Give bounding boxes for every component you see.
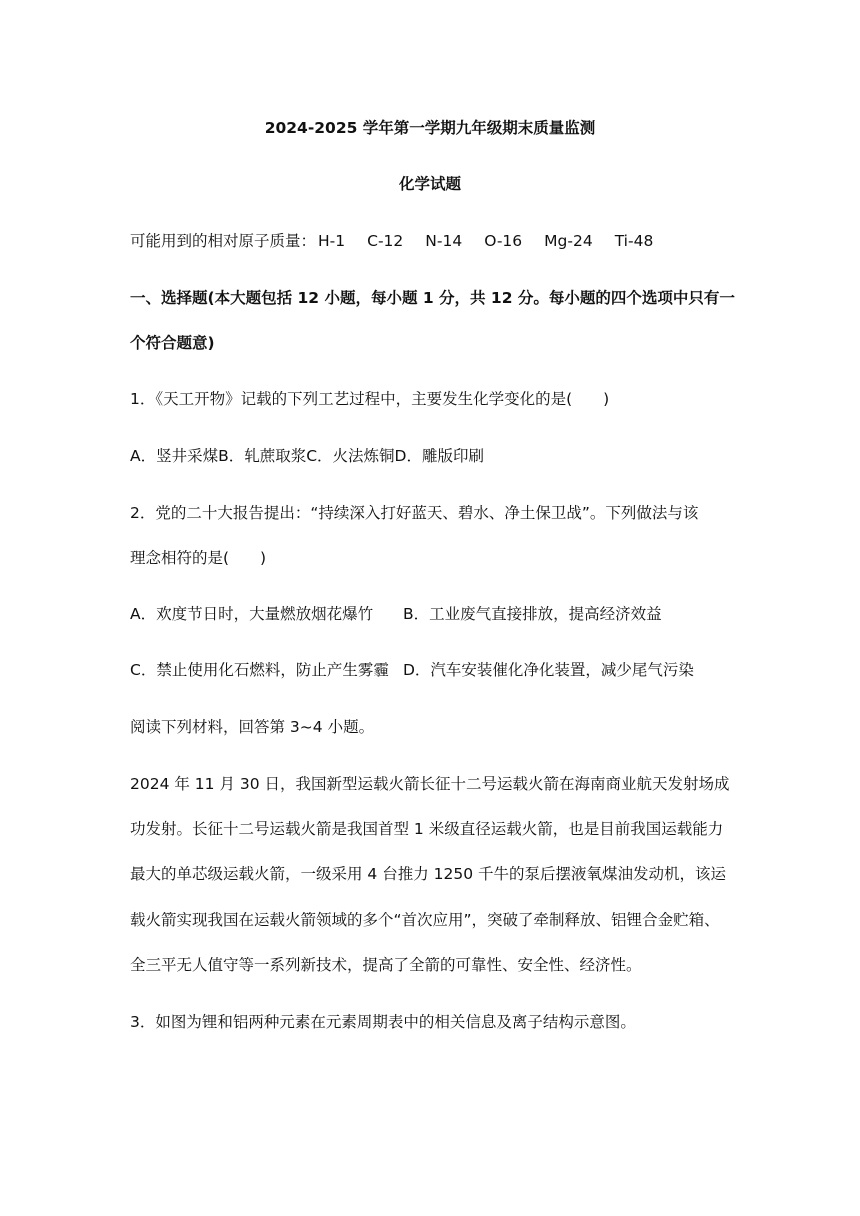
question-2-option-a: A．欢度节日时，大量燃放烟花爆竹 xyxy=(130,605,374,623)
atomic-mass-item: O-16 xyxy=(484,232,523,250)
question-2-options-row-1 xyxy=(130,604,662,624)
document-title: 2024-2025 学年第一学期九年级期末质量监测 xyxy=(264,119,596,137)
atomic-mass-line xyxy=(130,231,675,251)
reading-paragraph-line: 载火箭实现我国在运载火箭领域的多个“首次应用”，突破了牵制释放、铝锂合金贮箱、 xyxy=(130,911,720,929)
reading-paragraph-line: 最大的单芯级运载火箭，一级采用 4 台推力 1250 千牛的泵后摆液氧煤油发动机，该运 xyxy=(130,865,727,883)
question-2-options-row-2 xyxy=(130,660,694,680)
reading-paragraph-line: 2024 年 11 月 30 日，我国新型运载火箭长征十二号运载火箭在海南商业航天发射场成 xyxy=(130,775,730,793)
reading-intro: 阅读下列材料，回答第 3~4 小题。 xyxy=(130,718,375,736)
question-1-stem: 1．《天工开物》记载的下列工艺过程中，主要发生化学变化的是( ) xyxy=(130,390,610,408)
question-2-stem-cont: 理念相符的是( ) xyxy=(130,549,267,567)
question-2-stem: 2．党的二十大报告提出：“持续深入打好蓝天、碧水、净土保卫战”。下列做法与该 xyxy=(130,504,699,522)
reading-paragraph-line: 功发射。长征十二号运载火箭是我国首型 1 米级直径运载火箭，也是目前我国运载能力 xyxy=(130,820,724,838)
question-1-options: A．竖井采煤B．轧蔗取浆C．火法炼铜D．雕版印刷 xyxy=(130,447,484,465)
atomic-mass-label: 可能用到的相对原子质量： xyxy=(130,232,317,250)
section-heading-cont: 个符合题意) xyxy=(130,334,215,352)
question-2-option-c: C．禁止使用化石燃料，防止产生雾霾 xyxy=(130,661,389,679)
question-2-option-b: B．工业废气直接排放，提高经济效益 xyxy=(403,605,662,623)
question-3-stem: 3．如图为锂和铝两种元素在元素周期表中的相关信息及离子结构示意图。 xyxy=(130,1013,636,1031)
atomic-mass-item: H-1 xyxy=(318,232,346,250)
atomic-mass-item: N-14 xyxy=(425,232,463,250)
document-subtitle: 化学试题 xyxy=(398,175,461,193)
question-2-option-d: D．汽车安装催化净化装置，减少尾气污染 xyxy=(403,661,694,679)
atomic-mass-item: C-12 xyxy=(367,232,404,250)
reading-paragraph-line: 全三平无人值守等一系列新技术，提高了全箭的可靠性、安全性、经济性。 xyxy=(130,956,642,974)
section-heading: 一、选择题(本大题包括 12 小题，每小题 1 分，共 12 分。每小题的四个选项中只有一 xyxy=(130,289,735,307)
atomic-mass-item: Mg-24 xyxy=(544,232,593,250)
atomic-mass-item: Ti-48 xyxy=(614,232,654,250)
